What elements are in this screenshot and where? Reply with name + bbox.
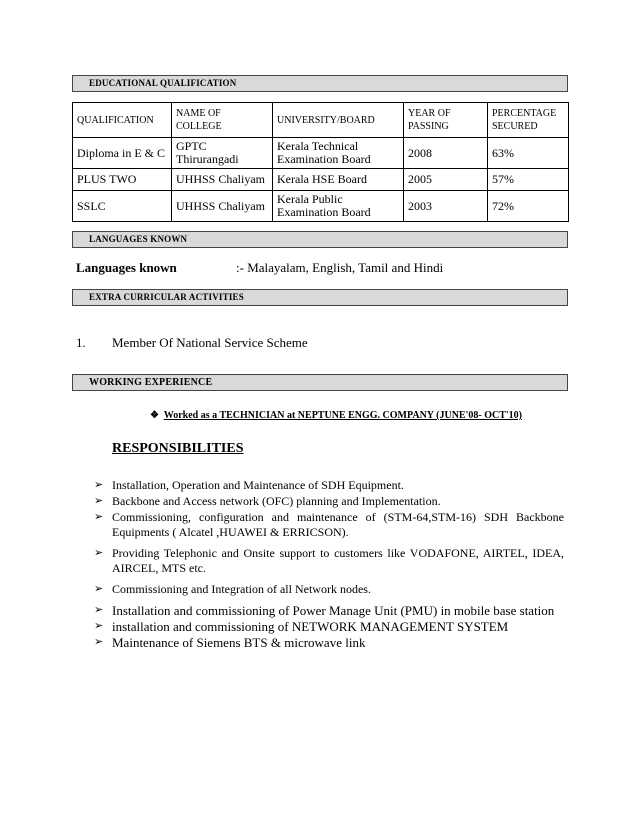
table-row — [73, 138, 569, 169]
header-college: NAME OF COLLEGE — [172, 103, 273, 138]
table-cell: PLUS TWO — [73, 169, 172, 191]
qualification-table — [72, 102, 569, 222]
table-cell: UHHSS Chaliyam — [172, 191, 273, 222]
section-working-experience: WORKING EXPERIENCE — [72, 374, 568, 391]
section-extra-curricular: EXTRA CURRICULAR ACTIVITIES — [72, 289, 568, 306]
list-item: ➢ Maintenance of Siemens BTS & microwave link — [94, 635, 366, 650]
header-qualification: QUALIFICATION — [73, 103, 172, 138]
activity-number: 1. — [76, 335, 86, 350]
table-cell: SSLC — [73, 191, 172, 222]
table-row — [73, 169, 569, 191]
table-cell: UHHSS Chaliyam — [172, 169, 273, 191]
arrow-bullet-icon: ➢ — [94, 547, 104, 559]
table-cell: Kerala Public Examination Board — [273, 191, 404, 222]
table-cell: Kerala HSE Board — [273, 169, 404, 191]
list-item: ➢ Providing Telephonic and Onsite support to customers like VODAFONE, AIRTEL, IDEA, AIRCEL, MTS etc. — [94, 546, 564, 575]
section-languages-known: LANGUAGES KNOWN — [72, 231, 568, 248]
arrow-bullet-icon: ➢ — [94, 511, 104, 523]
table-cell: GPTC Thirurangadi — [172, 138, 273, 169]
languages-value: :- Malayalam, English, Tamil and Hindi — [236, 260, 444, 275]
table-row — [73, 191, 569, 222]
table-cell: 2005 — [404, 169, 488, 191]
list-item: ➢ Installation, Operation and Maintenance of SDH Equipment. — [94, 478, 404, 492]
work-prefix: Worked as a — [163, 410, 220, 421]
arrow-bullet-icon: ➢ — [94, 479, 104, 491]
table-cell: 72% — [488, 191, 569, 222]
header-year: YEAR OF PASSING — [404, 103, 488, 138]
list-item: ➢ Installation and commissioning of Power Manage Unit (PMU) in mobile base station — [94, 603, 555, 618]
table-cell: 2003 — [404, 191, 488, 222]
header-percentage: PERCENTAGE SECURED — [488, 103, 569, 138]
arrow-bullet-icon: ➢ — [94, 636, 104, 648]
languages-label: Languages known — [76, 260, 177, 275]
table-cell: 2008 — [404, 138, 488, 169]
arrow-bullet-icon: ➢ — [94, 495, 104, 507]
table-cell: Kerala Technical Examination Board — [273, 138, 404, 169]
activity-item: Member Of National Service Scheme — [112, 335, 308, 350]
table-cell: Diploma in E & C — [73, 138, 172, 169]
responsibilities-list — [94, 478, 564, 651]
list-item: ➢ Commissioning and Integration of all Network nodes. — [94, 582, 371, 596]
list-item: ➢ Commissioning, configuration and maintenance of (STM-64,STM-16) SDH Backbone Equipments ( Alcatel ,HUAWEI & ERRICSON). — [94, 510, 564, 539]
table-header-row — [73, 103, 569, 138]
arrow-bullet-icon: ➢ — [94, 604, 104, 616]
work-role: TECHNICIAN at NEPTUNE ENGG. COMPANY (JUNE'08- OCT'10) — [219, 410, 522, 421]
table-cell: 57% — [488, 169, 569, 191]
section-educational-qualification: EDUCATIONAL QUALIFICATION — [72, 75, 568, 92]
arrow-bullet-icon: ➢ — [94, 620, 104, 632]
list-item: ➢ Backbone and Access network (OFC) planning and Implementation. — [94, 494, 441, 508]
work-experience-line — [150, 410, 522, 421]
table-cell: 63% — [488, 138, 569, 169]
header-university: UNIVERSITY/BOARD — [273, 103, 404, 138]
responsibilities-title: RESPONSIBILITIES — [112, 441, 244, 456]
list-item: ➢ installation and commissioning of NETWORK MANAGEMENT SYSTEM — [94, 619, 509, 634]
diamond-bullet-icon: ❖ — [150, 410, 159, 421]
arrow-bullet-icon: ➢ — [94, 583, 104, 595]
